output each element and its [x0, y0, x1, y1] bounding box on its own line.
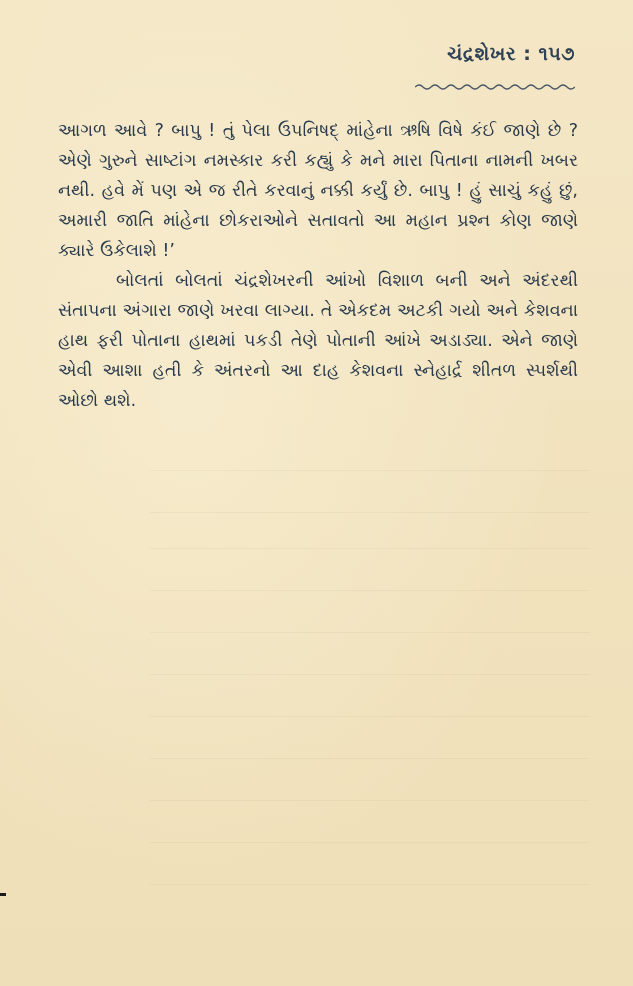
bleed-through-line: [150, 632, 590, 641]
running-header: [447, 43, 575, 65]
wavy-header-rule: [415, 83, 575, 91]
bleed-through-line: [150, 590, 590, 599]
paragraph: બોલતાં બોલતાં ચંદ્રશેખરની આંખો વિશાળ બની અને અંદરથી સંતાપના અંગારા જાણે ખરવા લાગ્યા. તે એકદમ અટકી ગયો અને કેશવના હાથ ફરી પોતાના હાથમાં પકડી તેણે પોતાની આંખે અડાડ્યા. એને જાણે એવી આશા હતી કે અંતરનો આ દાહ કેશવના સ્નેહાર્દ્ર શીતળ સ્પર્શથી ઓછો થશે.: [58, 271, 578, 411]
running-head-text: ચંદ્રશેખર : ૧૫૭: [447, 43, 575, 65]
margin-mark: [0, 893, 6, 896]
bleed-through-line: [150, 800, 590, 809]
body-text: [58, 116, 578, 416]
bleed-through-line: [150, 842, 590, 851]
bleed-through-line: [150, 716, 590, 725]
bleed-through-line: [150, 884, 590, 893]
bleed-through-line: [150, 674, 590, 683]
bleed-through-line: [150, 512, 590, 521]
bleed-through-line: [150, 470, 590, 479]
bleed-through-line: [150, 758, 590, 767]
paragraph: આગળ આવે ? બાપુ ! તું પેલા ઉપનિષદ્ માંહેના ઋષિ વિષે કંઈ જાણે છે ? એણે ગુરુને સાષ્ટાંગ નમસ્કાર કરી કહ્યું કે મને મારા પિતાના નામની ખબર નથી. હવે મેં પણ એ જ રીતે કરવાનું નક્કી કર્યું છે. બાપુ ! હું સાચું કહું છું, અમારી જાતિ માંહેના છોકરાઓને સતાવતો આ મહાન પ્રશ્ન કોણ જાણે ક્યારે ઉકેલાશે !’: [58, 121, 578, 261]
bleed-through-line: [150, 548, 590, 557]
